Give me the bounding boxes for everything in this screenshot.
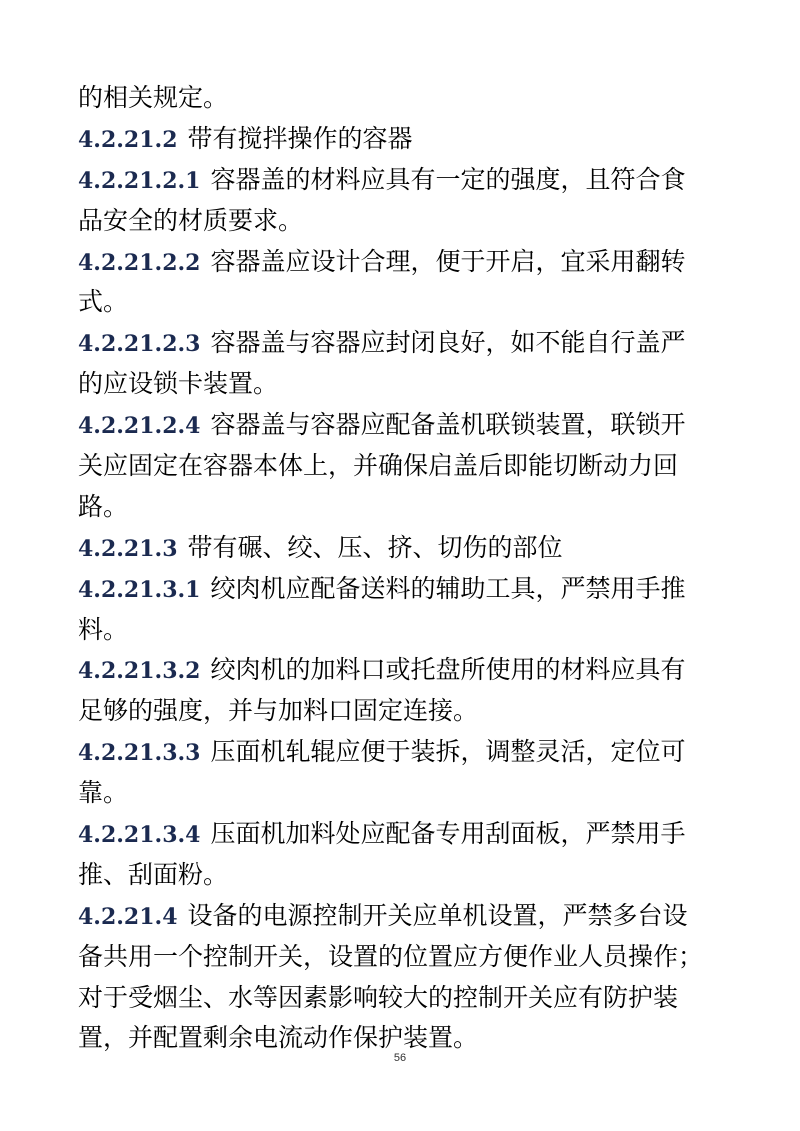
text-line <box>78 978 728 1019</box>
clause-text: 压面机加料处应配备专用刮面板，严禁用手 <box>210 819 686 849</box>
text-line <box>78 405 728 446</box>
text-line <box>78 691 728 732</box>
clause-text: 容器盖应设计合理，便于开启，宜采用翻转 <box>210 246 686 276</box>
text-line <box>78 364 728 405</box>
clause-text: 绞肉机的加料口或托盘所使用的材料应具有 <box>210 655 686 685</box>
clause-number: 4.2.21.2.4 <box>78 413 201 440</box>
clause-text: 路。 <box>78 491 129 521</box>
clause-text: 对于受烟尘、水等因素影响较大的控制开关应有防护装 <box>78 982 679 1012</box>
clause-text: 关应固定在容器本体上，并确保启盖后即能切断动力回 <box>78 451 679 481</box>
clause-number: 4.2.21.3.2 <box>78 658 201 685</box>
clause-number: 4.2.21.3.4 <box>78 822 201 849</box>
text-line <box>78 569 728 610</box>
text-line <box>78 773 728 814</box>
clause-text: 容器盖与容器应封闭良好，如不能自行盖严 <box>210 328 686 358</box>
clause-number: 4.2.21.3 <box>78 535 178 562</box>
text-line <box>78 446 728 487</box>
clause-number: 4.2.21.2 <box>78 126 178 153</box>
clause-text: 容器盖的材料应具有一定的强度，且符合食 <box>210 164 686 194</box>
text-line <box>78 119 728 160</box>
text-line <box>78 896 728 937</box>
clause-text: 压面机轧辊应便于装拆，调整灵活，定位可 <box>210 737 686 767</box>
text-line <box>78 323 728 364</box>
text-line <box>78 937 728 978</box>
clause-text: 的应设锁卡装置。 <box>78 369 279 399</box>
text-line <box>78 487 728 528</box>
text-line <box>78 282 728 323</box>
clause-text: 设备的电源控制开关应单机设置，严禁多台设 <box>187 900 688 930</box>
text-line <box>78 528 728 569</box>
clause-text: 绞肉机应配备送料的辅助工具，严禁用手推 <box>210 573 686 603</box>
text-line <box>78 732 728 773</box>
clause-text: 料。 <box>78 614 129 644</box>
text-line <box>78 201 728 242</box>
clause-text: 置，并配置剩余电流动作保护装置。 <box>78 1023 479 1053</box>
clause-text: 品安全的材质要求。 <box>78 205 304 235</box>
clause-number: 4.2.21.3.1 <box>78 576 201 603</box>
clause-number: 4.2.21.3.3 <box>78 740 201 767</box>
text-line <box>78 160 728 201</box>
text-line <box>78 855 728 896</box>
clause-text: 容器盖与容器应配备盖机联锁装置，联锁开 <box>210 410 686 440</box>
clause-number: 4.2.21.2.2 <box>78 249 201 276</box>
clause-text: 推、刮面粉。 <box>78 859 229 889</box>
clause-text: 带有碾、绞、压、挤、切伤的部位 <box>187 532 563 562</box>
clause-text: 式。 <box>78 287 129 317</box>
text-line <box>78 78 728 119</box>
clause-text: 的相关规定。 <box>78 83 229 112</box>
clause-number: 4.2.21.4 <box>78 903 178 930</box>
text-line <box>78 814 728 855</box>
clause-text: 靠。 <box>78 778 129 808</box>
clause-text: 足够的强度，并与加料口固定连接。 <box>78 696 479 726</box>
text-line <box>78 650 728 691</box>
page-number: 56 <box>393 1052 407 1064</box>
clause-number: 4.2.21.2.3 <box>78 331 201 358</box>
text-line <box>78 610 728 651</box>
clause-number: 4.2.21.2.1 <box>78 167 201 194</box>
document-body <box>78 78 728 1059</box>
clause-text: 备共用一个控制开关，设置的位置应方便作业人员操作； <box>78 941 704 971</box>
clause-text: 带有搅拌操作的容器 <box>187 123 413 153</box>
text-line <box>78 242 728 283</box>
